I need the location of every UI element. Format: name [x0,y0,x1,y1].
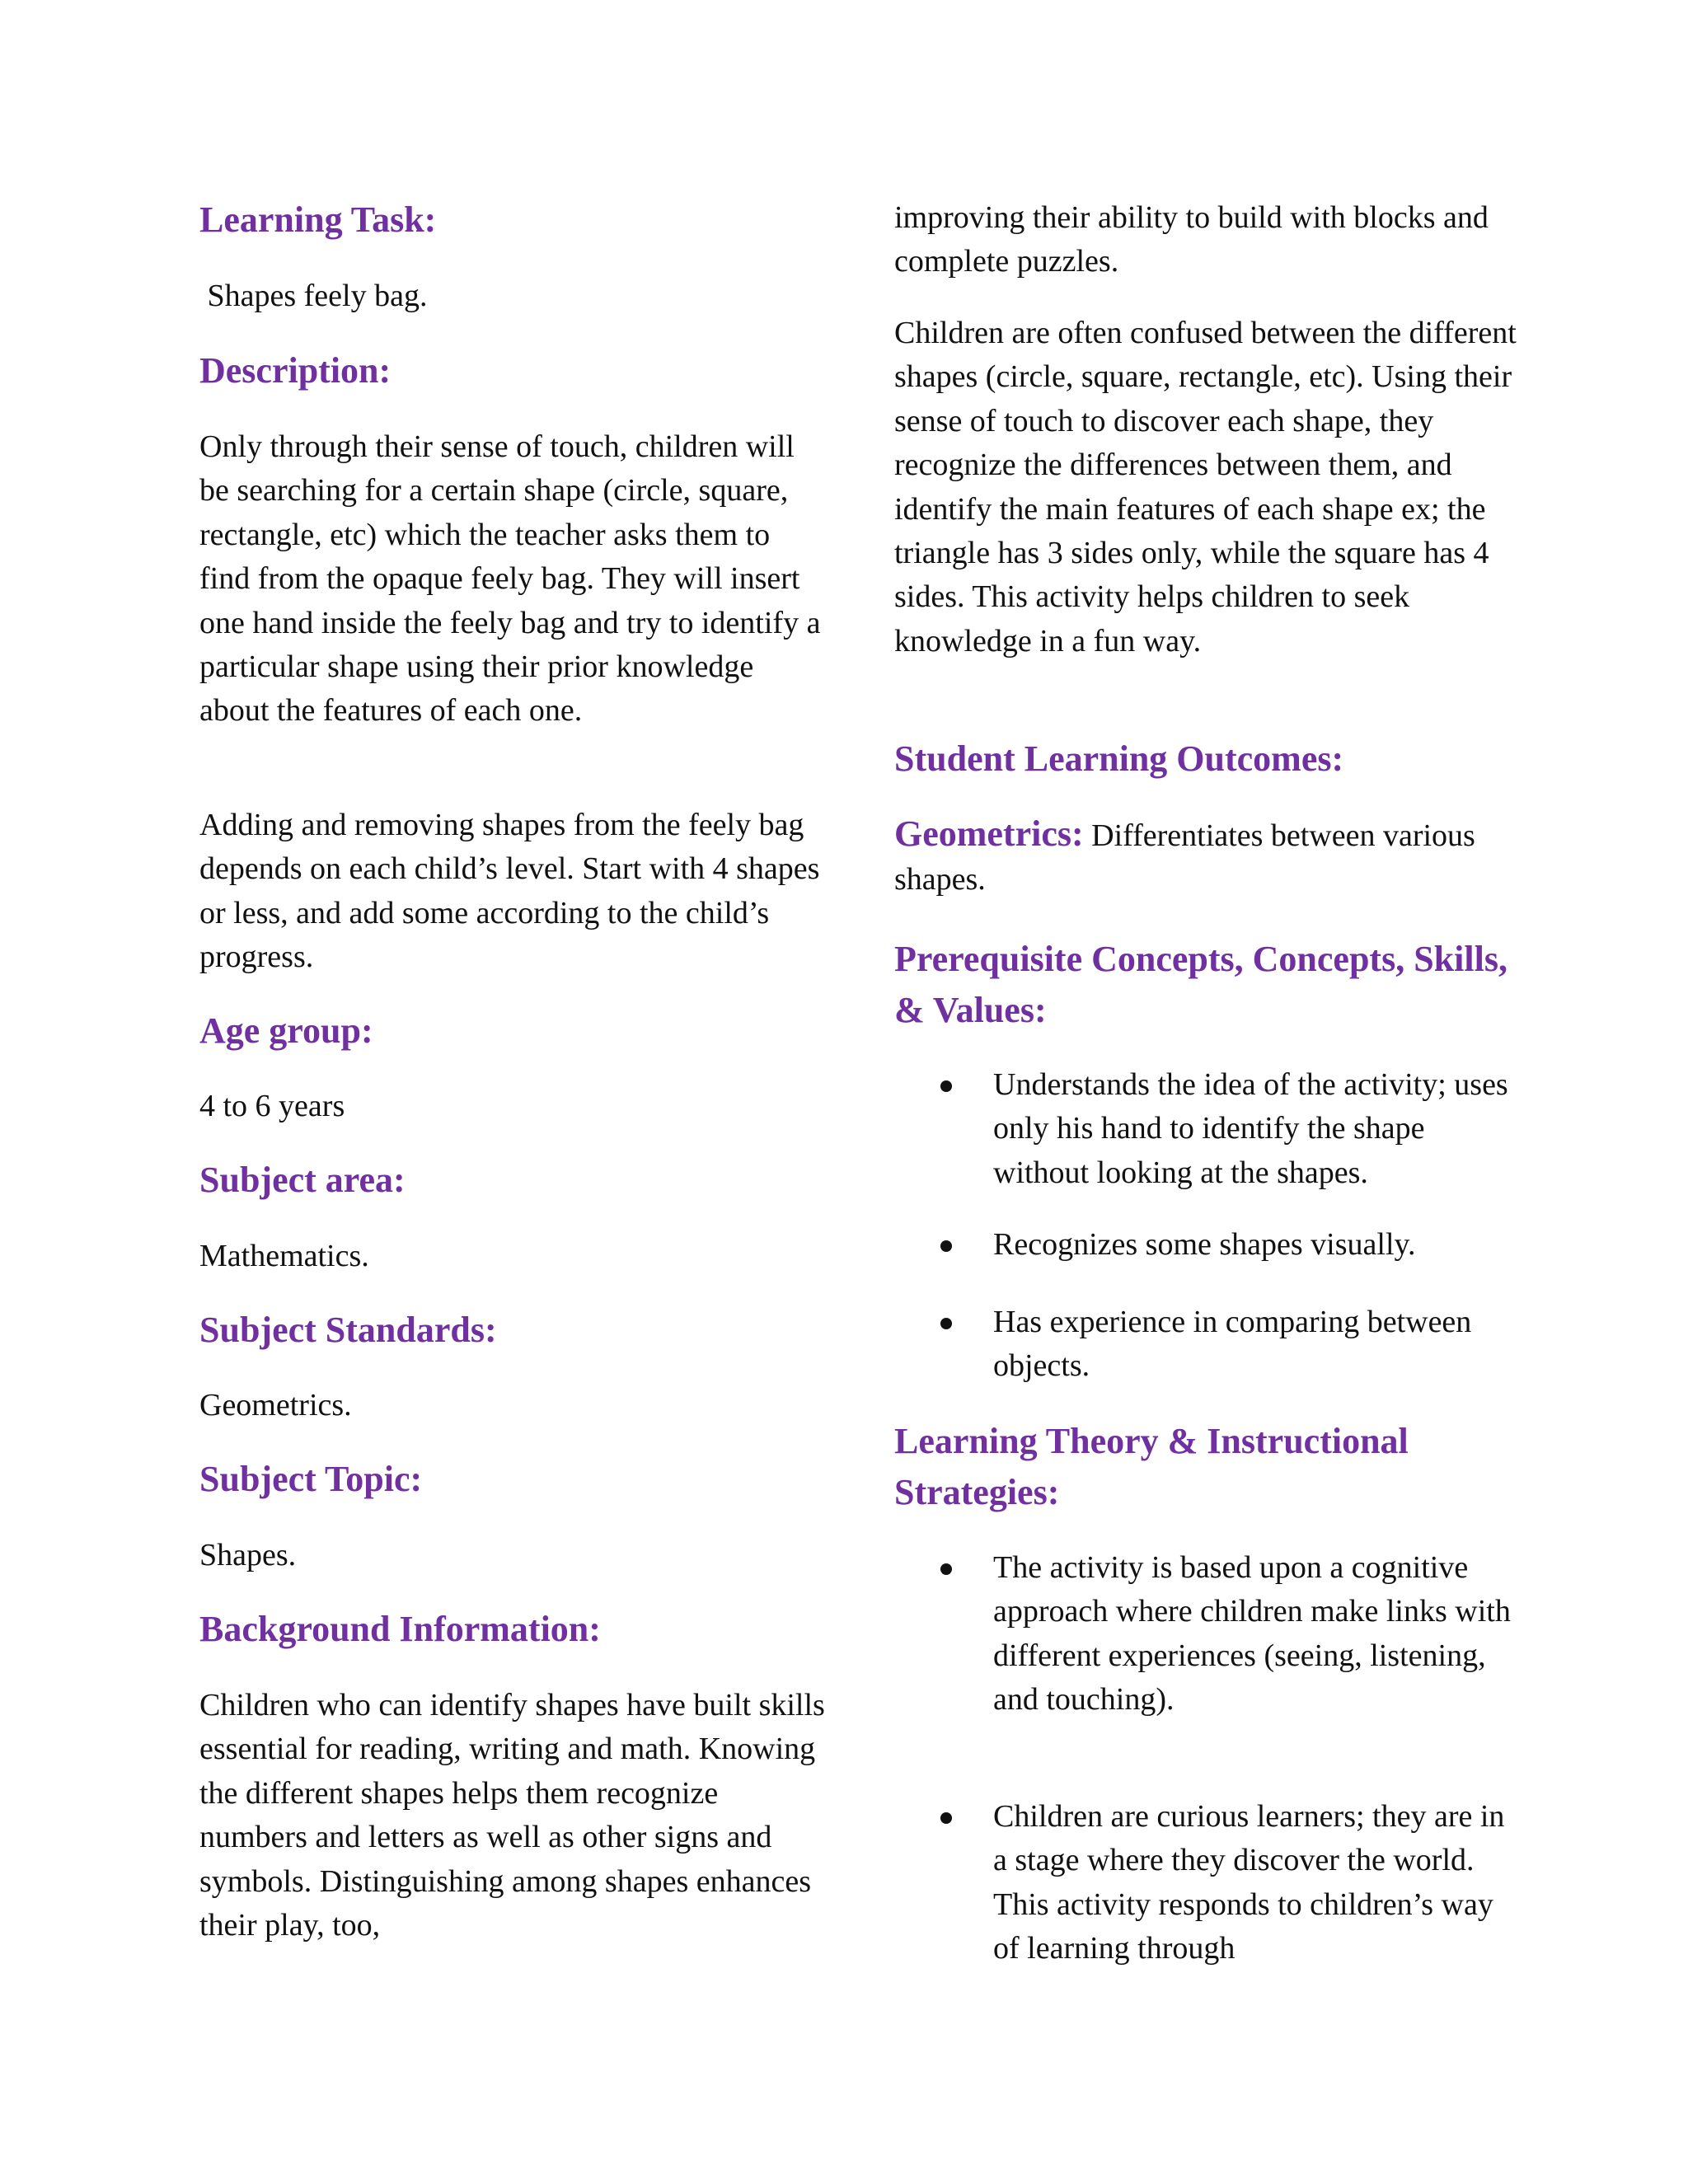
learning-task-body [199,274,826,318]
background-paragraph-2 [894,312,1521,663]
bullet-icon [940,1563,952,1575]
outcomes-section [894,733,1521,785]
age-group-section [199,1005,826,1057]
learning-task-text: Shapes feely bag. [199,279,428,313]
subject-area-section [199,1155,826,1206]
theory-heading: Learning Theory & Instructional Strategies: [894,1421,1409,1512]
subject-standards-section [199,1305,826,1356]
geometrics-label: Geometrics: [894,813,1084,854]
prerequisite-item-text: Recognizes some shapes visually. [993,1227,1416,1262]
outcomes-paragraph [894,812,1521,902]
background-continued [894,196,1521,284]
subject-topic-text: Shapes. [199,1538,297,1572]
description-paragraph-2: Adding and removing shapes from the feely bag depends on each child’s level. Start with 4 shapes or less, and add some according to the child’s progress. [199,808,820,975]
prerequisites-heading: Prerequisite Concepts, Concepts, Skills, & Values: [894,939,1507,1030]
age-group-heading: Age group: [199,1010,373,1051]
subject-topic-body [199,1534,826,1577]
background-section [199,1604,826,1655]
prerequisites-section [894,934,1521,1036]
age-group-body [199,1085,826,1128]
prerequisite-item-text: Understands the idea of the activity; uses only his hand to identify the shape without looking at the shapes. [993,1067,1508,1190]
outcomes-body [894,812,1521,902]
description-body-2 [199,804,826,980]
bullet-icon [940,1080,952,1092]
subject-standards-text: Geometrics. [199,1388,352,1422]
background-text: Children who can identify shapes have built skills essential for reading, writing and math. Knowing the different shapes helps them recognize numbers and letters as well as other signs and symbols. Distinguishing among shapes enhances their play, too, [199,1688,825,1943]
theory-item-text: The activity is based upon a cognitive approach where children make links with different experiences (seeing, listening, and touching). [993,1550,1511,1718]
geometrics-text: Differentiates between various shapes. [894,818,1475,898]
outcomes-heading: Student Learning Outcomes: [894,738,1344,779]
description-body-1 [199,425,826,733]
background-paragraph-2-text: Children are often confused between the different shapes (circle, square, rectangle, etc). Using their sense of touch to discover each shape, they recognize the differences between them, and identify the main features of each shape ex; the triangle has 3 sides only, while the square has 4 sides. This activity helps children to seek knowledge in a fun way. [894,316,1517,658]
theory-item-text: Children are curious learners; they are in a stage where they discover the world. This activity responds to children’s way of learning through [993,1799,1505,1966]
bullet-icon [940,1812,952,1824]
prerequisite-item [894,1063,1521,1195]
subject-standards-heading: Subject Standards: [199,1310,497,1350]
bullet-icon [940,1240,952,1252]
subject-topic-heading: Subject Topic: [199,1459,423,1499]
background-heading: Background Information: [199,1609,601,1649]
theory-item [894,1795,1521,1971]
description-section [199,345,826,396]
prerequisite-item [894,1301,1521,1389]
prerequisite-item [894,1223,1521,1267]
theory-section [894,1416,1521,1518]
prerequisite-item-text: Has experience in comparing between objects. [993,1305,1472,1384]
description-paragraph-1: Only through their sense of touch, children will be searching for a certain shape (circle, square, rectangle, etc) which the teacher asks them to find from the opaque feely bag. They will insert one hand inside the feely bag and try to identify a particular shape using their prior knowledge about the features of each one. [199,429,821,729]
subject-topic-section [199,1454,826,1505]
background-continued-text: improving their ability to build with blocks and complete puzzles. [894,200,1489,279]
learning-task-heading: Learning Task: [199,199,437,240]
background-body [199,1684,826,1947]
subject-area-body [199,1235,826,1278]
age-group-text: 4 to 6 years [199,1089,345,1123]
theory-item [894,1546,1521,1722]
subject-area-text: Mathematics. [199,1239,369,1273]
subject-standards-body [199,1384,826,1427]
subject-area-heading: Subject area: [199,1160,406,1200]
bullet-icon [940,1318,952,1329]
learning-task-section [199,194,826,246]
description-heading: Description: [199,350,392,391]
